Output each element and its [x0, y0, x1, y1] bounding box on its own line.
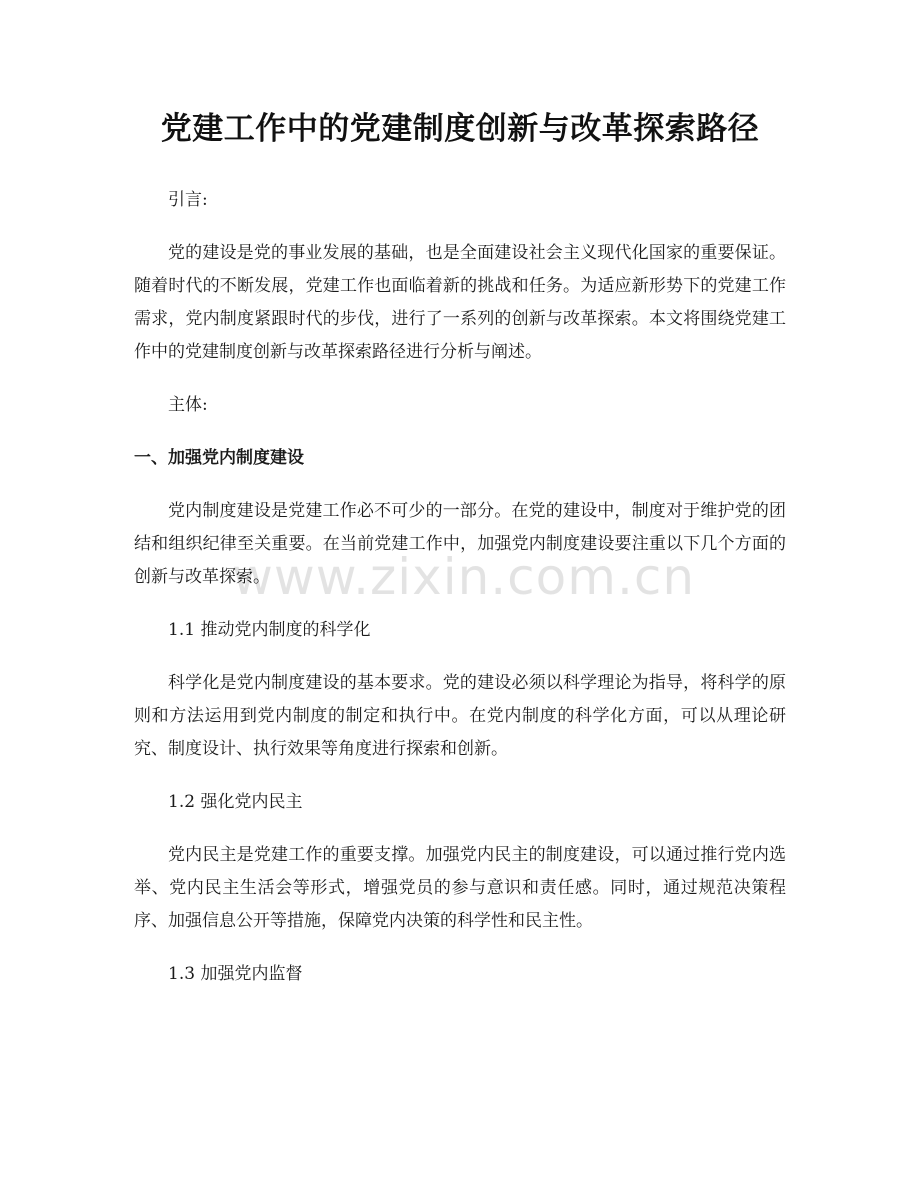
section-1-heading: 一、加强党内制度建设	[134, 448, 304, 468]
intro-paragraph: 党的建设是党的事业发展的基础，也是全面建设社会主义现代化国家的重要保证。随着时代的不断发展，党建工作也面临着新的挑战和任务。为适应新形势下的党建工作需求，党内制度紧跟时代的步伐，进行了一系列的创新与改革探索。本文将围绕党建工作中的党建制度创新与改革探索路径进行分析与阐述。	[134, 243, 786, 362]
section-1-paragraph: 党内制度建设是党建工作必不可少的一部分。在党的建设中，制度对于维护党的团结和组织纪律至关重要。在当前党建工作中，加强党内制度建设要注重以下几个方面的创新与改革探索。	[134, 501, 786, 587]
subsection-1-1-paragraph: 科学化是党内制度建设的基本要求。党的建设必须以科学理论为指导，将科学的原则和方法运用到党内制度的制定和执行中。在党内制度的科学化方面，可以从理论研究、制度设计、执行效果等角度进行探索和创新。	[134, 673, 786, 759]
body-label: 主体:	[168, 395, 208, 415]
subsection-1-2-heading: 1.2 强化党内民主	[168, 792, 303, 812]
subsection-1-2-paragraph: 党内民主是党建工作的重要支撑。加强党内民主的制度建设，可以通过推行党内选举、党内民主生活会等形式，增强党员的参与意识和责任感。同时，通过规范决策程序、加强信息公开等措施，保障党内决策的科学性和民主性。	[134, 845, 786, 931]
subsection-1-3-heading: 1.3 加强党内监督	[168, 964, 303, 984]
document-title: 党建工作中的党建制度创新与改革探索路径	[160, 111, 760, 147]
watermark: www.zixin.com.cn	[232, 548, 696, 606]
intro-label: 引言:	[168, 190, 208, 210]
subsection-1-1-heading: 1.1 推动党内制度的科学化	[168, 620, 371, 640]
